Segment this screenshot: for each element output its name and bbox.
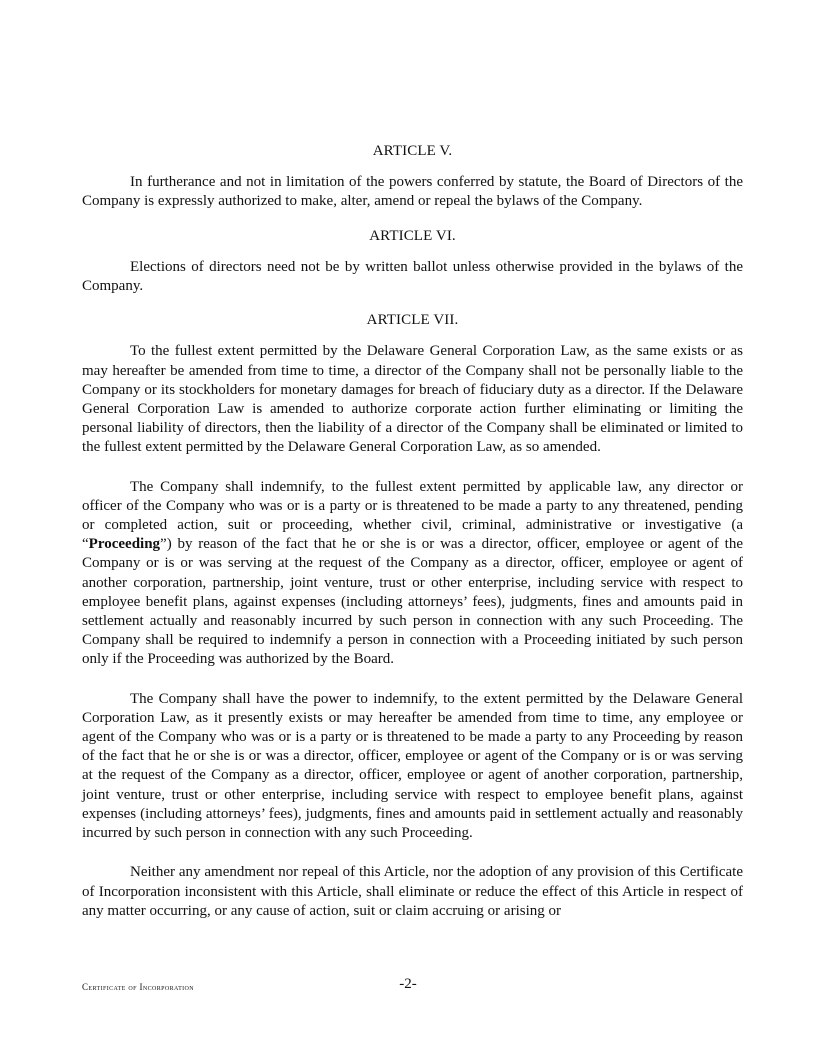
article-vii-paragraph-3: The Company shall have the power to indemnify, to the extent permitted by the Delaware General Corporation Law, as it presently exists or may hereafter be amended from time to time, any employee or agent of the Company who was or is a party or is threatened to be made a party to any Proceeding by reason of the fact that he or she is or was a director, officer, employee or agent of the Company or is or was serving at the request of the Company as a director, officer, employee or agent of another corporation, partnership, joint venture, trust or other enterprise, including service with respect to employee benefit plans, against expenses (including attorneys’ fees), judgments, fines and amounts paid in settlement actually and reasonably incurred by such person in connection with any such Proceeding.	[82, 690, 743, 842]
article-vii-heading: ARTICLE VII.	[366, 312, 459, 329]
proceeding-defined-term: Proceeding	[88, 536, 161, 553]
article-v-heading: ARTICLE V.	[372, 143, 453, 159]
article-vi-paragraph: Elections of directors need not be by written ballot unless otherwise provided in the bylaws of the Company.	[82, 258, 743, 295]
article-vii-paragraph-4: Neither any amendment nor repeal of this Article, nor the adoption of any provision of this Certificate of Incorporation inconsistent with this Article, shall eliminate or reduce the effect of this Article in respect of any matter occurring, or any cause of action, suit or claim accruing or arising or	[82, 864, 743, 919]
document-body	[82, 142, 743, 921]
footer-page-number: -2-	[399, 976, 417, 992]
article-vii-paragraph-2	[82, 478, 743, 670]
footer-document-name: Certificate of Incorporation	[82, 982, 195, 992]
article-vi-heading: ARTICLE VI.	[369, 227, 456, 244]
paragraph-text: The Company shall indemnify, to the fullest extent permitted by applicable law, any director or officer of the Company who was or is a party or is threatened to be made a party to any threatened, pending or completed action, suit or proceeding, whether civil, criminal, administrative or investigative (a “	[82, 478, 743, 553]
paragraph-text: ”) by reason of the fact that he or she is or was a director, officer, employee or agent of the Company or is or was serving at the request of the Company as a director, officer, employee or agent of another corporation, partnership, joint venture, trust or other enterprise, including service with respect to employee benefit plans, against expenses (including attorneys’ fees), judgments, fines and amounts paid in settlement actually and reasonably incurred by such person in connection with any such Proceeding. The Company shall be required to indemnify a person in connection with a Proceeding initiated by such person only if the Proceeding was authorized by the Board.	[82, 536, 743, 668]
article-vii-paragraph-1: To the fullest extent permitted by the Delaware General Corporation Law, as the same exists or as may hereafter be amended from time to time, a director of the Company shall not be personally liable to the Company or its stockholders for monetary damages for breach of fiduciary duty as a director. If the Delaware General Corporation Law is amended to authorize corporate action further eliminating or limiting the personal liability of directors, then the liability of a director of the Company shall be eliminated or limited to the fullest extent permitted by the Delaware General Corporation Law, as so amended.	[82, 343, 743, 456]
article-v-paragraph: In furtherance and not in limitation of the powers conferred by statute, the Board of Directors of the Company is expressly authorized to make, alter, amend or repeal the bylaws of the Company.	[82, 174, 743, 210]
